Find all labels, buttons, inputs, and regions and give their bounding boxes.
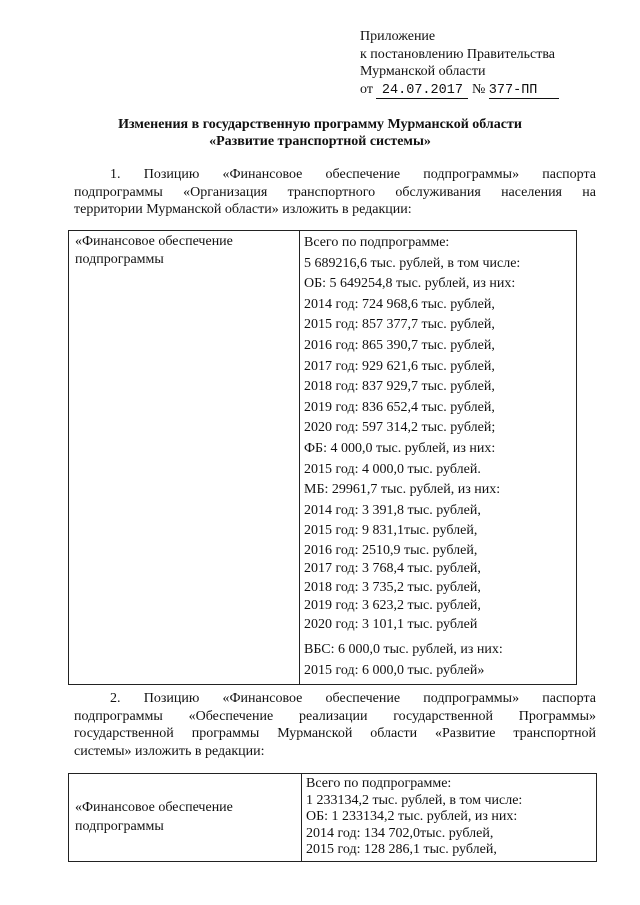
value-line: Всего по подпрограмме: (304, 235, 450, 250)
value-line: ВБС: 6 000,0 тыс. рублей, из них: (304, 642, 503, 658)
table-cell-values (302, 774, 597, 862)
value-line: 5 689216,6 тыс. рублей, в том числе: (304, 255, 521, 271)
appendix-prefix: от (360, 81, 373, 97)
cell-label-line: «Финансовое обеспечение (75, 800, 233, 816)
value-line: 2018 год: 3 735,2 тыс. рублей, (304, 579, 481, 595)
value-line: 2017 год: 929 621,6 тыс. рублей, (304, 358, 495, 374)
cell-label-line: подпрограммы (75, 819, 164, 835)
value-line: 2019 год: 836 652,4 тыс. рублей, (304, 399, 495, 415)
value-line: Всего по подпрограмме: (306, 776, 452, 791)
value-line: 1 233134,2 тыс. рублей, в том числе: (306, 792, 523, 808)
value-line: 2020 год: 597 314,2 тыс. рублей; (304, 420, 496, 436)
value-line: 2020 год: 3 101,1 тыс. рублей (304, 616, 478, 632)
value-line: 2019 год: 3 623,2 тыс. рублей, (304, 598, 481, 614)
paragraph-line: подпрограммы «Организация транспортного обслуживания населения на (74, 184, 596, 200)
appendix-number-sign: № (471, 81, 486, 97)
table-cell-values (300, 231, 577, 685)
value-line: 2015 год: 9 831,1тыс. рублей, (304, 523, 478, 539)
appendix-line: к постановлению Правительства (360, 46, 556, 62)
section-2-paragraph (74, 690, 596, 760)
appendix-line: Мурманской области (360, 64, 486, 79)
table-cell-label (69, 231, 300, 685)
value-line: МБ: 29961,7 тыс. рублей, из них: (304, 482, 501, 498)
appendix-number: 377-ПП (489, 84, 559, 99)
title-line: Изменения в государственную программу Мурманской области (118, 117, 522, 132)
title-line: «Развитие транспортной системы» (209, 134, 431, 149)
document-title (0, 116, 640, 150)
appendix-line: Приложение (360, 29, 436, 44)
financing-table-1 (68, 230, 577, 685)
appendix-block (360, 28, 559, 99)
value-line: ОБ: 1 233134,2 тыс. рублей, из них: (306, 809, 518, 825)
value-line: 2016 год: 865 390,7 тыс. рублей, (304, 337, 495, 353)
appendix-date: 24.07.2017 (376, 84, 468, 99)
value-line: 2017 год: 3 768,4 тыс. рублей, (304, 561, 481, 577)
value-line: 2014 год: 3 391,8 тыс. рублей, (304, 502, 481, 518)
cell-label-line: подпрограммы (75, 251, 164, 267)
paragraph-line: 1. Позицию «Финансовое обеспечение подпрограммы» паспорта (110, 167, 596, 182)
table-row (69, 774, 597, 862)
paragraph-line: подпрограммы «Обеспечение реализации государственной Программы» (74, 708, 596, 724)
value-line: 2018 год: 837 929,7 тыс. рублей, (304, 379, 495, 395)
value-line: 2015 год: 128 286,1 тыс. рублей, (306, 842, 497, 858)
paragraph-line: системы» изложить в редакции: (74, 743, 265, 759)
appendix-date-line (360, 81, 559, 99)
cell-label-line: «Финансовое обеспечение (75, 234, 233, 249)
paragraph-line: государственной программы Мурманской области «Развитие транспортной (74, 726, 596, 741)
value-line: ФБ: 4 000,0 тыс. рублей, из них: (304, 440, 496, 456)
value-line: 2015 год: 857 377,7 тыс. рублей, (304, 317, 495, 333)
value-line: ОБ: 5 649254,8 тыс. рублей, из них: (304, 276, 516, 292)
value-line: 2015 год: 4 000,0 тыс. рублей. (304, 461, 481, 477)
paragraph-line: территории Мурманской области» изложить в редакции: (74, 202, 412, 217)
financing-table-2 (68, 773, 597, 862)
table-cell-label (69, 774, 302, 862)
value-line: 2014 год: 134 702,0тыс. рублей, (306, 825, 494, 841)
table-row (69, 231, 577, 685)
value-line: 2014 год: 724 968,6 тыс. рублей, (304, 296, 495, 312)
value-line: 2015 год: 6 000,0 тыс. рублей» (304, 663, 485, 678)
value-line: 2016 год: 2510,9 тыс. рублей, (304, 542, 478, 558)
paragraph-line: 2. Позицию «Финансовое обеспечение подпрограммы» паспорта (110, 691, 596, 706)
section-1-paragraph (74, 166, 596, 219)
